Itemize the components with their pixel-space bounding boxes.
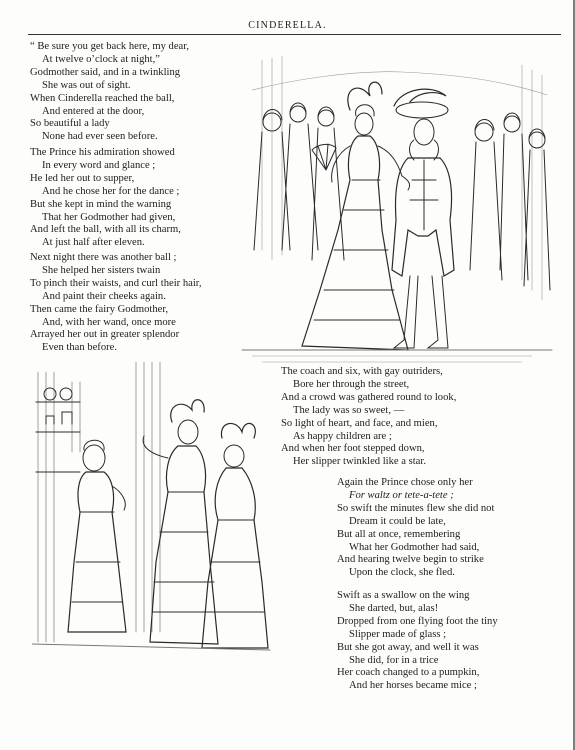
verse-line: So swift the minutes flew she did not (337, 502, 495, 514)
verse-line: Swift as a swallow on the wing (337, 590, 470, 601)
verse-line: And entered at the door, (42, 105, 145, 117)
stanza-3 (30, 252, 202, 355)
verse-line: So beautiful a lady (30, 118, 110, 130)
verse-line: Her coach changed to a pumpkin, (337, 667, 480, 679)
verse-line: Arrayed her out in greater splendor (30, 329, 180, 341)
verse-line: And her horses became mice ; (349, 680, 477, 692)
verse-line: None had ever seen before. (42, 131, 158, 143)
verse-line: As happy children are ; (293, 430, 392, 442)
verse-line: At just half after eleven. (42, 237, 145, 249)
verse-line: That her Godmother had given, (42, 211, 176, 223)
verse-line: Her slipper twinkled like a star. (293, 456, 426, 468)
verse-line: And a crowd was gathered round to look, (281, 391, 457, 403)
verse-line: At twelve o’clock at night,” (42, 53, 160, 65)
verse-line: Even than before. (42, 342, 118, 354)
running-head: CINDERELLA. (248, 20, 327, 31)
verse-line: And when her foot stepped down, (281, 443, 425, 455)
verse-line: And left the ball, with all its charm, (30, 224, 181, 236)
stanza-1 (30, 41, 189, 144)
verse-line: To pinch their waists, and curl their hair, (30, 277, 202, 289)
verse-line: The lady was so sweet, — (293, 404, 405, 416)
sisters-illustration (32, 362, 272, 662)
verse-line: Godmother said, and in a twinkling (30, 66, 181, 78)
verse-line: Then came the fairy Godmother, (30, 303, 169, 315)
verse-line: The coach and six, with gay outriders, (281, 366, 443, 377)
verse-line: Bore her through the street, (293, 378, 410, 390)
verse-line: When Cinderella reached the ball, (30, 92, 175, 104)
verse-line: He led her out to supper, (30, 172, 135, 184)
header-rule (28, 34, 561, 35)
verse-line: Dropped from one flying foot the tiny (337, 615, 498, 627)
stanza-2 (30, 147, 181, 250)
verse-line: She did, for in a trice (349, 654, 439, 666)
verse-line: Again the Prince chose only her (337, 477, 473, 488)
verse-line: What her Godmother had said, (349, 541, 480, 553)
verse-line: For waltz or tete-a-tete ; (349, 489, 454, 501)
verse-line: The Prince his admiration showed (30, 147, 175, 158)
verse-line: In every word and glance ; (42, 159, 156, 171)
verse-line: And he chose her for the dance ; (42, 185, 180, 197)
verse-line: But she kept in mind the warning (30, 198, 172, 210)
verse-line: She darted, but, alas! (349, 602, 439, 614)
stanza-6 (337, 590, 498, 693)
ballroom-illustration (232, 50, 557, 366)
verse-line: Next night there was another ball ; (30, 252, 177, 263)
stanza-4 (281, 366, 456, 469)
verse-line: And paint their cheeks again. (42, 290, 166, 302)
verse-line: Dream it could be late, (349, 515, 446, 527)
stanza-5 (337, 477, 494, 580)
verse-line: She helped her sisters twain (42, 264, 161, 276)
ballroom-engraving (232, 50, 557, 366)
verse-line: And hearing twelve begin to strike (337, 554, 484, 566)
verse-line: Slipper made of glass ; (349, 628, 447, 640)
verse-line: And, with her wand, once more (42, 316, 176, 328)
verse-line: Upon the clock, she fled. (349, 567, 455, 579)
verse-line: So light of heart, and face, and mien, (281, 417, 438, 429)
verse-line: “ Be sure you get back here, my dear, (30, 41, 190, 52)
verse-line: She was out of sight. (42, 79, 131, 91)
verse-line: But all at once, remembering (337, 528, 461, 540)
sisters-engraving (32, 362, 272, 662)
verse-line: But she got away, and well it was (337, 641, 479, 653)
